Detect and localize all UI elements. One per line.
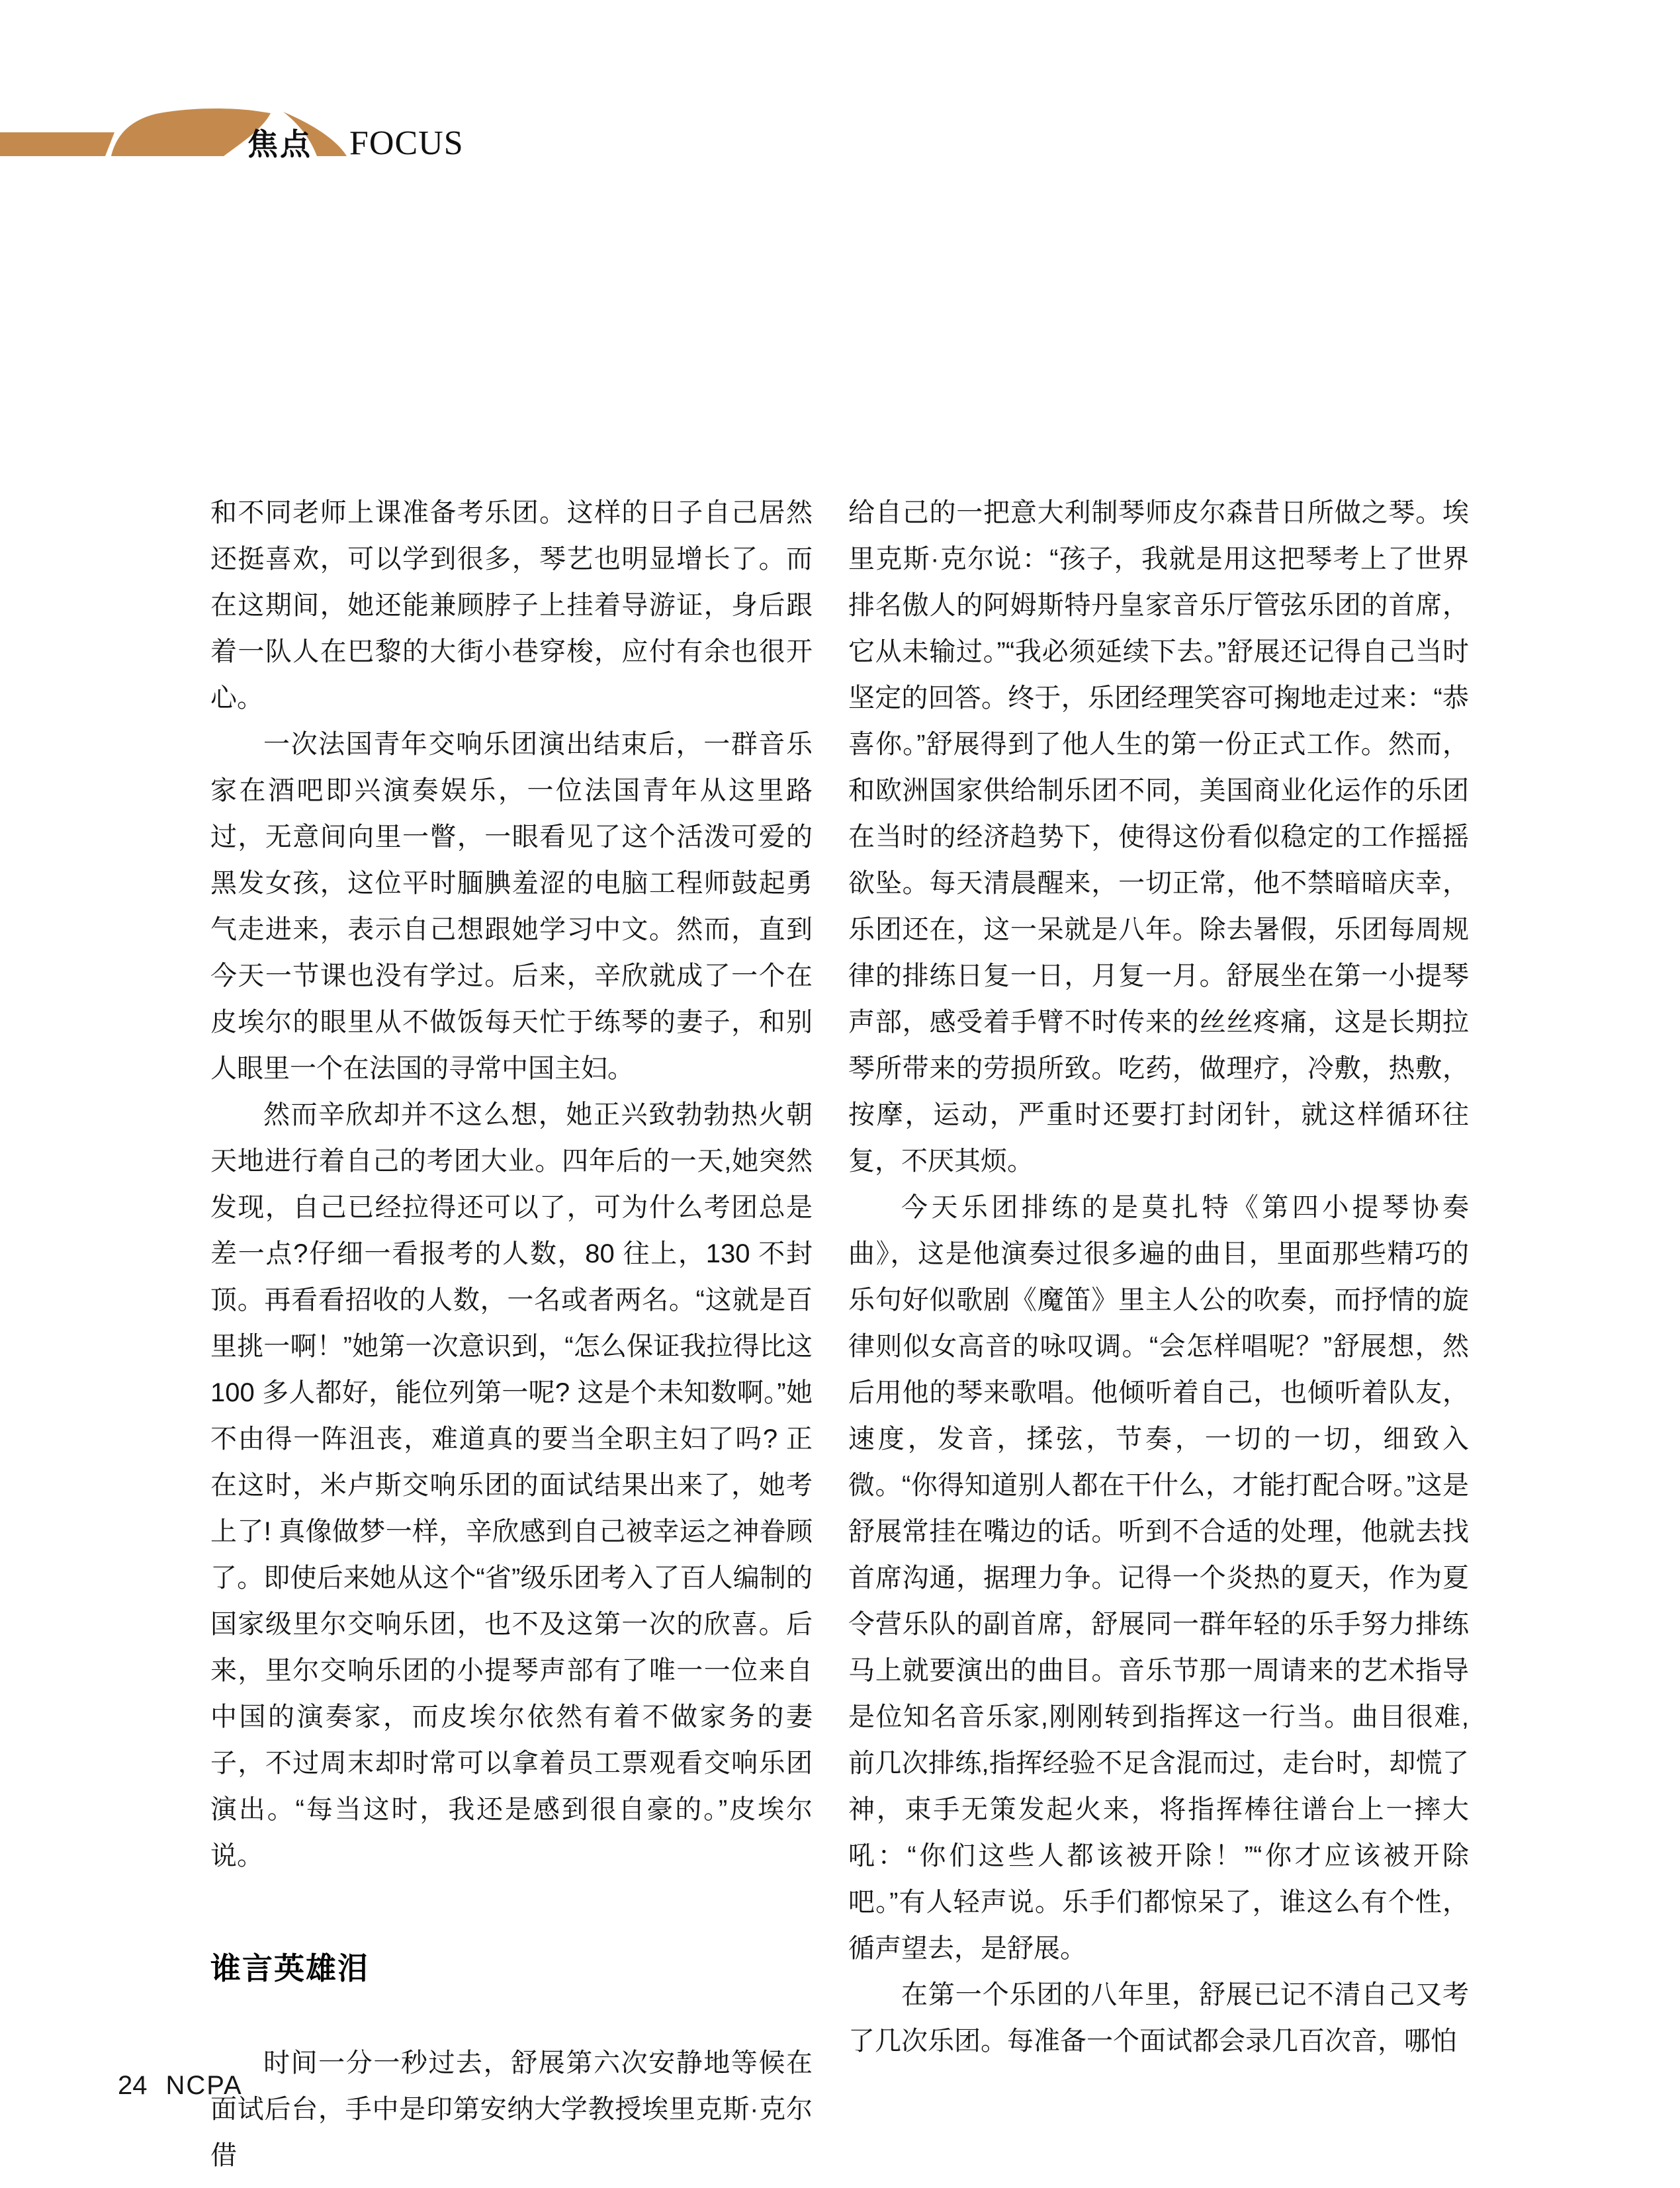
paragraph: 在第一个乐团的八年里，舒展已记不清自己又考了几次乐团。每准备一个面试都会录几百次音，哪怕 xyxy=(848,1980,1469,2056)
logo-bar-shape xyxy=(0,132,114,156)
paragraph: 给自己的一把意大利制琴师皮尔森昔日所做之琴。埃里克斯·克尔说：“孩子，我就是用这把琴考上了世界排名傲人的阿姆斯特丹皇家音乐厅管弦乐团的首席，它从未输过。”“我必须延续下去。”舒展还记得自己当时坚定的回答。终于，乐团经理笑容可掬地走过来：“恭喜你。”舒展得到了他人生的第一份正式工作。然而，和欧洲国家供给制乐团不同，美国商业化运作的乐团在当时的经济趋势下，使得这份看似稳定的工作摇摇欲坠。每天清晨醒来，一切正常，他不禁暗暗庆幸，乐团还在，这一呆就是八年。除去暑假，乐团每周规律的排练日复一日，月复一月。舒展坐在第一小提琴声部，感受着手臂不时传来的丝丝疼痛，这是长期拉琴所带来的劳损所致。吃药，做理疗，冷敷，热敷，按摩，运动，严重时还要打封闭针，就这样循环往复，不厌其烦。 xyxy=(848,498,1469,1176)
paragraph: 时间一分一秒过去，舒展第六次安静地等候在面试后台，手中是印第安纳大学教授埃里克斯·克尔借 xyxy=(210,2048,813,2170)
left-column xyxy=(210,490,813,2179)
journal-brand: NCPA xyxy=(165,2071,243,2100)
focus-logo-en-label: FOCUS xyxy=(349,124,464,162)
focus-logo-cn-label: 焦点 xyxy=(247,127,312,161)
page-number: 24 xyxy=(118,2071,148,2100)
paragraph: 今天乐团排练的是莫扎特《第四小提琴协奏曲》，这是他演奏过很多遍的曲目，里面那些精巧的乐句好似歌剧《魔笛》里主人公的吹奏，而抒情的旋律则似女高音的咏叹调。“会怎样唱呢？”舒展想，然后用他的琴来歌唱。他倾听着自己，也倾听着队友，速度，发音，揉弦，节奏，一切的一切，细致入微。“你得知道别人都在干什么，才能打配合呀。”这是舒展常挂在嘴边的话。听到不合适的处理，他就去找首席沟通，据理力争。记得一个炎热的夏天，作为夏令营乐队的副首席，舒展同一群年轻的乐手努力排练马上就要演出的曲目。音乐节那一周请来的艺术指导是位知名音乐家,刚刚转到指挥这一行当。曲目很难,前几次排练,指挥经验不足含混而过，走台时，却慌了神，束手无策发起火来，将指挥棒往谱台上一摔大吼：“你们这些人都该被开除！”“你才应该被开除吧。”有人轻声说。乐手们都惊呆了，谁这么有个性，循声望去，是舒展。 xyxy=(848,1193,1469,1963)
paragraph: 一次法国青年交响乐团演出结束后，一群音乐家在酒吧即兴演奏娱乐，一位法国青年从这里路过，无意间向里一瞥，一眼看见了这个活泼可爱的黑发女孩，这位平时腼腆羞涩的电脑工程师鼓起勇气走进来，表示自己想跟她学习中文。然而，直到今天一节课也没有学过。后来，辛欣就成了一个在皮埃尔的眼里从不做饭每天忙于练琴的妻子，和别人眼里一个在法国的寻常中国主妇。 xyxy=(210,730,813,1083)
section-heading: 谁言英雄泪 xyxy=(210,1951,369,1986)
paragraph: 然而辛欣却并不这么想，她正兴致勃勃热火朝天地进行着自己的考团大业。四年后的一天,她突然发现，自己已经拉得还可以了，可为什么考团总是差一点?仔细一看报考的人数，80 往上，130 不封顶。再看看招收的人数，一名或者两名。“这就是百里挑一啊！”她第一次意识到，“怎么保证我拉得比这 100 多人都好，能位列第一呢? 这是个未知数啊。”她不由得一阵沮丧，难道真的要当全职主妇了吗? 正在这时，米卢斯交响乐团的面试结果出来了，她考上了! 真像做梦一样，辛欣感到自己被幸运之神眷顾了。即使后来她从这个“省”级乐团考入了百人编制的国家级里尔交响乐团，也不及这第一次的欣喜。后来，里尔交响乐团的小提琴声部有了唯一一位来自中国的演奏家，而皮埃尔依然有着不做家务的妻子，不过周末却时常可以拿着员工票观看交响乐团演出。“每当这时，我还是感到很自豪的。”皮埃尔说。 xyxy=(210,1100,813,1870)
paragraph: 和不同老师上课准备考乐团。这样的日子自己居然还挺喜欢，可以学到很多，琴艺也明显增长了。而在这期间，她还能兼顾脖子上挂着导游证，身后跟着一队人在巴黎的大街小巷穿梭，应付有余也很开心。 xyxy=(210,498,813,713)
logo-hill-swoosh xyxy=(111,109,271,156)
page-footer xyxy=(118,2071,243,2100)
right-column xyxy=(848,490,1469,2064)
